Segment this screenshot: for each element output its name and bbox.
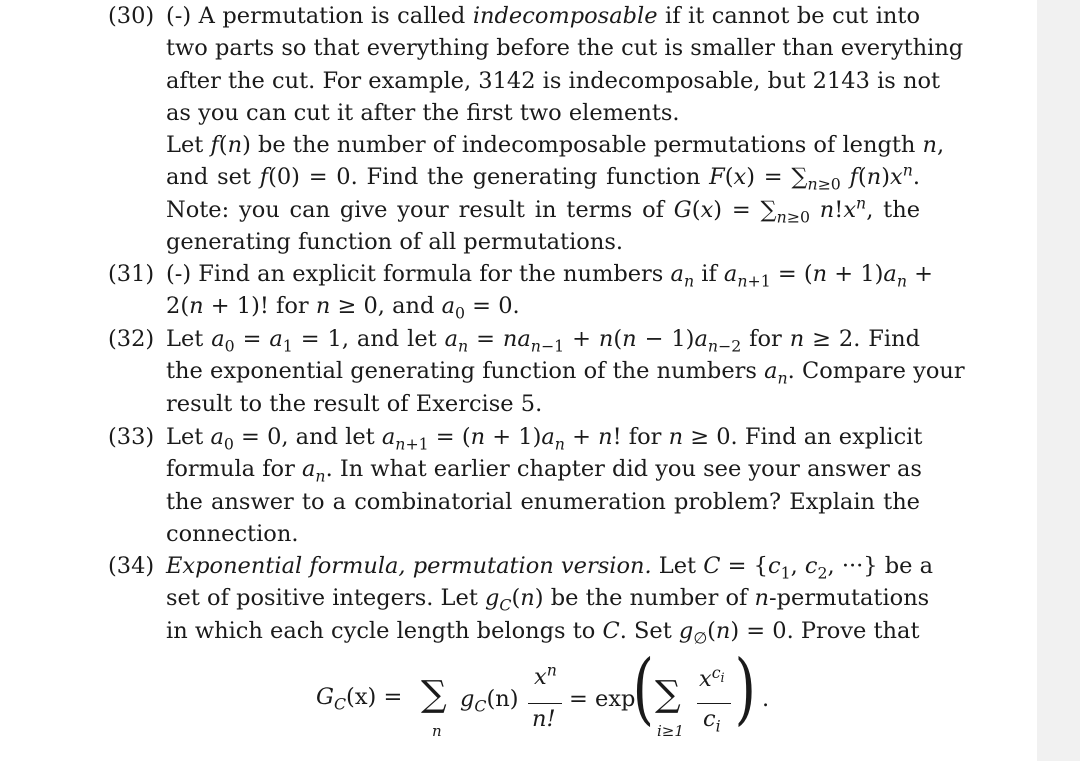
text-line: (-) Find an explicit formula for the numbers $a_n$ if $a_{n+1} = (n + 1)a_n$ +	[166, 261, 933, 291]
inner-numerator: $x^{c_i}$	[699, 662, 725, 692]
fraction-bar	[528, 703, 562, 704]
page-margin	[1037, 0, 1080, 761]
equation-lhs: $G_C(x)$ =	[316, 684, 403, 714]
inner-denominator: $c_i$	[703, 706, 721, 736]
text-line: result to the result of Exercise 5.	[166, 390, 543, 417]
exercise-30	[108, 0, 964, 258]
text-line: Let f(n) be the number of indecomposable permutations of length n,	[166, 132, 945, 159]
exercise-text	[166, 550, 934, 648]
text-line: two parts so that everything before the cut is smaller than everything	[166, 35, 964, 62]
exercise-32	[108, 323, 965, 420]
exercise-number: (31)	[108, 261, 155, 287]
text-line: after the cut. For example, 3142 is indecomposable, but 2143 is not	[166, 67, 941, 94]
exp-label: = exp	[569, 686, 636, 712]
text-line: (-) A permutation is called indecomposable if it cannot be cut into	[166, 3, 920, 29]
exercise-number: (34)	[108, 553, 155, 579]
exercise-text	[166, 421, 923, 550]
text-line: formula for $a_n$. In what earlier chapter did you see your answer as	[166, 456, 922, 486]
text-line: as you can cut it after the first two elements.	[166, 99, 680, 126]
text-line: and set f(0) = 0. Find the generating function $F(x) = \sum_{n\ge 0}$ $f(n)x^n$.	[166, 160, 920, 194]
exercise-34	[108, 550, 934, 648]
right-paren: )	[734, 644, 756, 734]
exercise-33	[108, 421, 923, 550]
inner-sum-symbol: ∑	[655, 674, 681, 715]
text-line: connection.	[166, 520, 299, 547]
exercise-number: (33)	[108, 424, 155, 450]
exercise-text	[166, 323, 965, 420]
left-paren: (	[632, 644, 654, 734]
exercise-number: (30)	[108, 3, 155, 29]
frac-numerator: $x^n$	[534, 660, 557, 690]
exercise-text	[166, 0, 964, 258]
exercise-number: (32)	[108, 326, 155, 352]
text-line: Note: you can give your result in terms of $G(x) = \sum_{n\ge 0}$ $n!x^n$, the	[166, 193, 921, 227]
sum-index: n	[432, 722, 442, 740]
text-line: Exponential formula, permutation version. Let $C = \{c_1$, $c_2$, ···} be a	[166, 553, 934, 583]
text-line: generating function of all permutations.	[166, 229, 624, 256]
text-line: 2(n + 1)! for n ≥ 0, and $a_0 = 0$.	[166, 293, 520, 323]
exercise-text	[166, 258, 933, 323]
text-line: set of positive integers. Let $g_C(n)$ be the number of n-permutations	[166, 585, 930, 615]
sum-symbol: ∑	[421, 674, 447, 715]
inner-sum-index: i≥1	[657, 722, 684, 740]
frac-denominator: n!	[532, 706, 556, 732]
text-line: the exponential generating function of the numbers $a_n$. Compare your	[166, 358, 965, 388]
text-line: Let $a_0 = 0$, and let $a_{n+1} = (n + 1)a_n + n$! for n ≥ 0. Find an explicit	[166, 424, 923, 454]
text-line: in which each cycle length belongs to C. Set $g_\emptyset(n) = 0$. Prove that	[166, 617, 920, 648]
text-line: the answer to a combinatorial enumeration problem? Explain the	[166, 488, 920, 515]
equation-period: .	[762, 686, 770, 712]
exercise-31	[108, 258, 933, 323]
display-equation	[316, 644, 786, 752]
text-line: Let $a_0 = a_1 = 1$, and let $a_n = na_{n-1} + n(n - 1)a_{n-2}$ for n ≥ 2. Find	[166, 326, 920, 356]
g-term: $g_C(n)$	[460, 686, 519, 716]
inner-fraction-bar	[697, 703, 731, 704]
